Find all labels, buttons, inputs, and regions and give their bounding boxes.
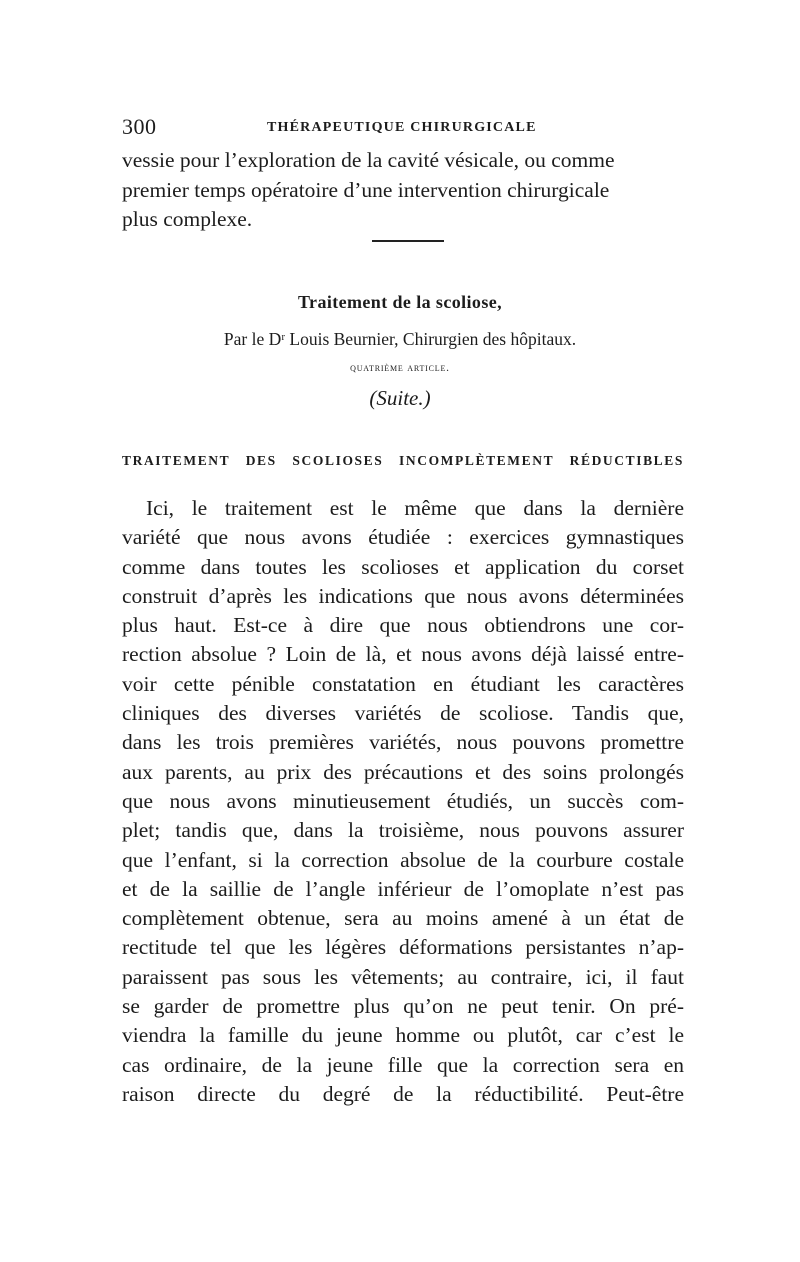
section-separator (372, 240, 444, 242)
article-title: Traitement de la scoliose, (297, 292, 503, 312)
text-line: se garder de promettre plus qu’on ne peut tenir. On pré- (122, 994, 684, 1019)
text-line: plus haut. Est-ce à dire que nous obtiendrons une cor- (122, 613, 684, 638)
text-line: plus complexe. (122, 207, 253, 231)
text-line: complètement obtenue, sera au moins amené à un état de (122, 906, 684, 931)
text-line: voir cette pénible constatation en étudiant les caractères (122, 671, 684, 696)
page-number: 300 (122, 114, 157, 139)
text-line: plet; tandis que, dans la troisième, nous pouvons assurer (122, 818, 684, 843)
text-line: raison directe du degré de la réductibilité. Peut-être (122, 1081, 684, 1106)
text-line: Ici, le traitement est le même que dans la dernière (146, 496, 684, 520)
text-line: comme dans toutes les scolioses et application du corset (122, 554, 684, 579)
text-line: vessie pour l’exploration de la cavité vésicale, ou comme (122, 148, 615, 172)
section-heading: TRAITEMENT DES SCOLIOSES INCOMPLÈTEMENT RÉDUCTIBLES (122, 453, 684, 468)
text-line: que nous avons minutieusement étudiés, un succès com- (122, 788, 684, 813)
text-line: rectitude tel que les légères déformations persistantes n’ap- (122, 935, 684, 960)
article-number-text: quatrième article. (350, 362, 450, 374)
text-line: paraissent pas sous les vêtements; au contraire, ici, il faut (122, 964, 684, 989)
intro-paragraph (122, 146, 682, 235)
author-byline: Par le Dʳ Louis Beurnier, Chirurgien des hôpitaux. (223, 329, 577, 349)
page-header (122, 114, 682, 142)
text-line: que l’enfant, si la correction absolue de la courbure costale (122, 847, 684, 872)
text-line: dans les trois premières variétés, nous pouvons promettre (122, 730, 684, 755)
text-line: cliniques des diverses variétés de scoliose. Tandis que, (122, 701, 684, 726)
article-number (0, 362, 800, 374)
text-line: variété que nous avons étudiée : exercices gymnastiques (122, 525, 684, 550)
text-line: aux parents, au prix des précautions et des soins prolongés (122, 759, 684, 784)
continued-note: (Suite.) (369, 386, 431, 410)
running-title: THÉRAPEUTIQUE CHIRURGICALE (267, 120, 537, 135)
text-line: cas ordinaire, de la jeune fille que la correction sera en (122, 1052, 684, 1077)
body-paragraph (122, 494, 684, 1109)
text-line: rection absolue ? Loin de là, et nous avons déjà laissé entre- (122, 642, 684, 667)
text-line: premier temps opératoire d’une intervention chirurgicale (122, 177, 610, 202)
text-line: et de la saillie de l’angle inférieur de l’omoplate n’est pas (122, 876, 684, 901)
text-line: viendra la famille du jeune homme ou plutôt, car c’est le (122, 1023, 684, 1048)
text-line: construit d’après les indications que nous avons déterminées (122, 583, 684, 608)
